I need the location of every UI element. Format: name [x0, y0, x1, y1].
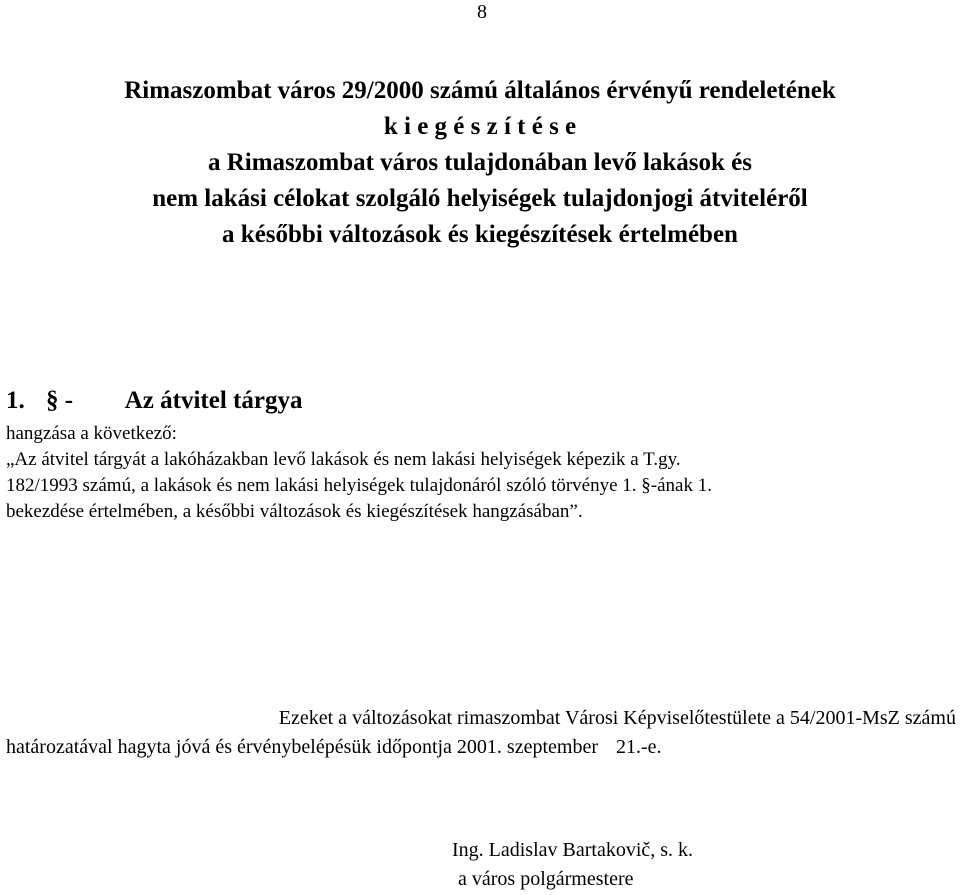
approval-date: 21.-e.: [616, 736, 662, 758]
signatory-role: a város polgármestere: [458, 868, 634, 890]
body-line: bekezdése értelmében, a későbbi változások és kiegészítések hangzásában”.: [6, 501, 583, 522]
signature-block: [452, 836, 693, 894]
title-line: k i e g é s z í t é s e: [383, 113, 577, 140]
separator-dash: -: [64, 387, 74, 414]
title-line: nem lakási célokat szolgáló helyiségek tulajdonjogi átviteléről: [152, 185, 808, 212]
paragraph-symbol: §: [46, 387, 59, 414]
document-title: [0, 73, 960, 253]
title-line: Rimaszombat város 29/2000 számú általános érvényű rendeletének: [124, 77, 836, 104]
approval-paragraph: [6, 704, 956, 762]
title-line: a későbbi változások és kiegészítések értelmében: [222, 221, 738, 248]
section-separator: [65, 384, 125, 418]
section-1: [6, 384, 956, 525]
body-line: „Az átvitel tárgyát a lakóházakban levő lakások és nem lakási helyiségek képezik a T.gy.: [6, 449, 681, 470]
body-line: 182/1993 számú, a lakások és nem lakási helyiségek tulajdonáról szóló törvénye 1. §-ának 1.: [6, 475, 712, 496]
section-heading: [6, 384, 956, 418]
page-number: 8: [477, 1, 487, 23]
title-line: a Rimaszombat város tulajdonában levő lakások és: [207, 149, 753, 176]
approval-text: határozatával hagyta jóvá és érvénybelépésük időpontja 2001. szeptember: [6, 736, 598, 758]
body-line: hangzása a következő:: [6, 423, 177, 444]
section-body: [6, 421, 956, 525]
signatory-name: Ing. Ladislav Bartakovič, s. k.: [452, 839, 694, 861]
section-number: 1.: [6, 387, 25, 414]
section-heading-text: Az átvitel tárgya: [124, 387, 303, 414]
approval-line-1: Ezeket a változásokat rimaszombat Városi Képviselőtestülete a 54/2001-MsZ számú: [278, 707, 956, 729]
approval-line-2: [6, 733, 956, 762]
